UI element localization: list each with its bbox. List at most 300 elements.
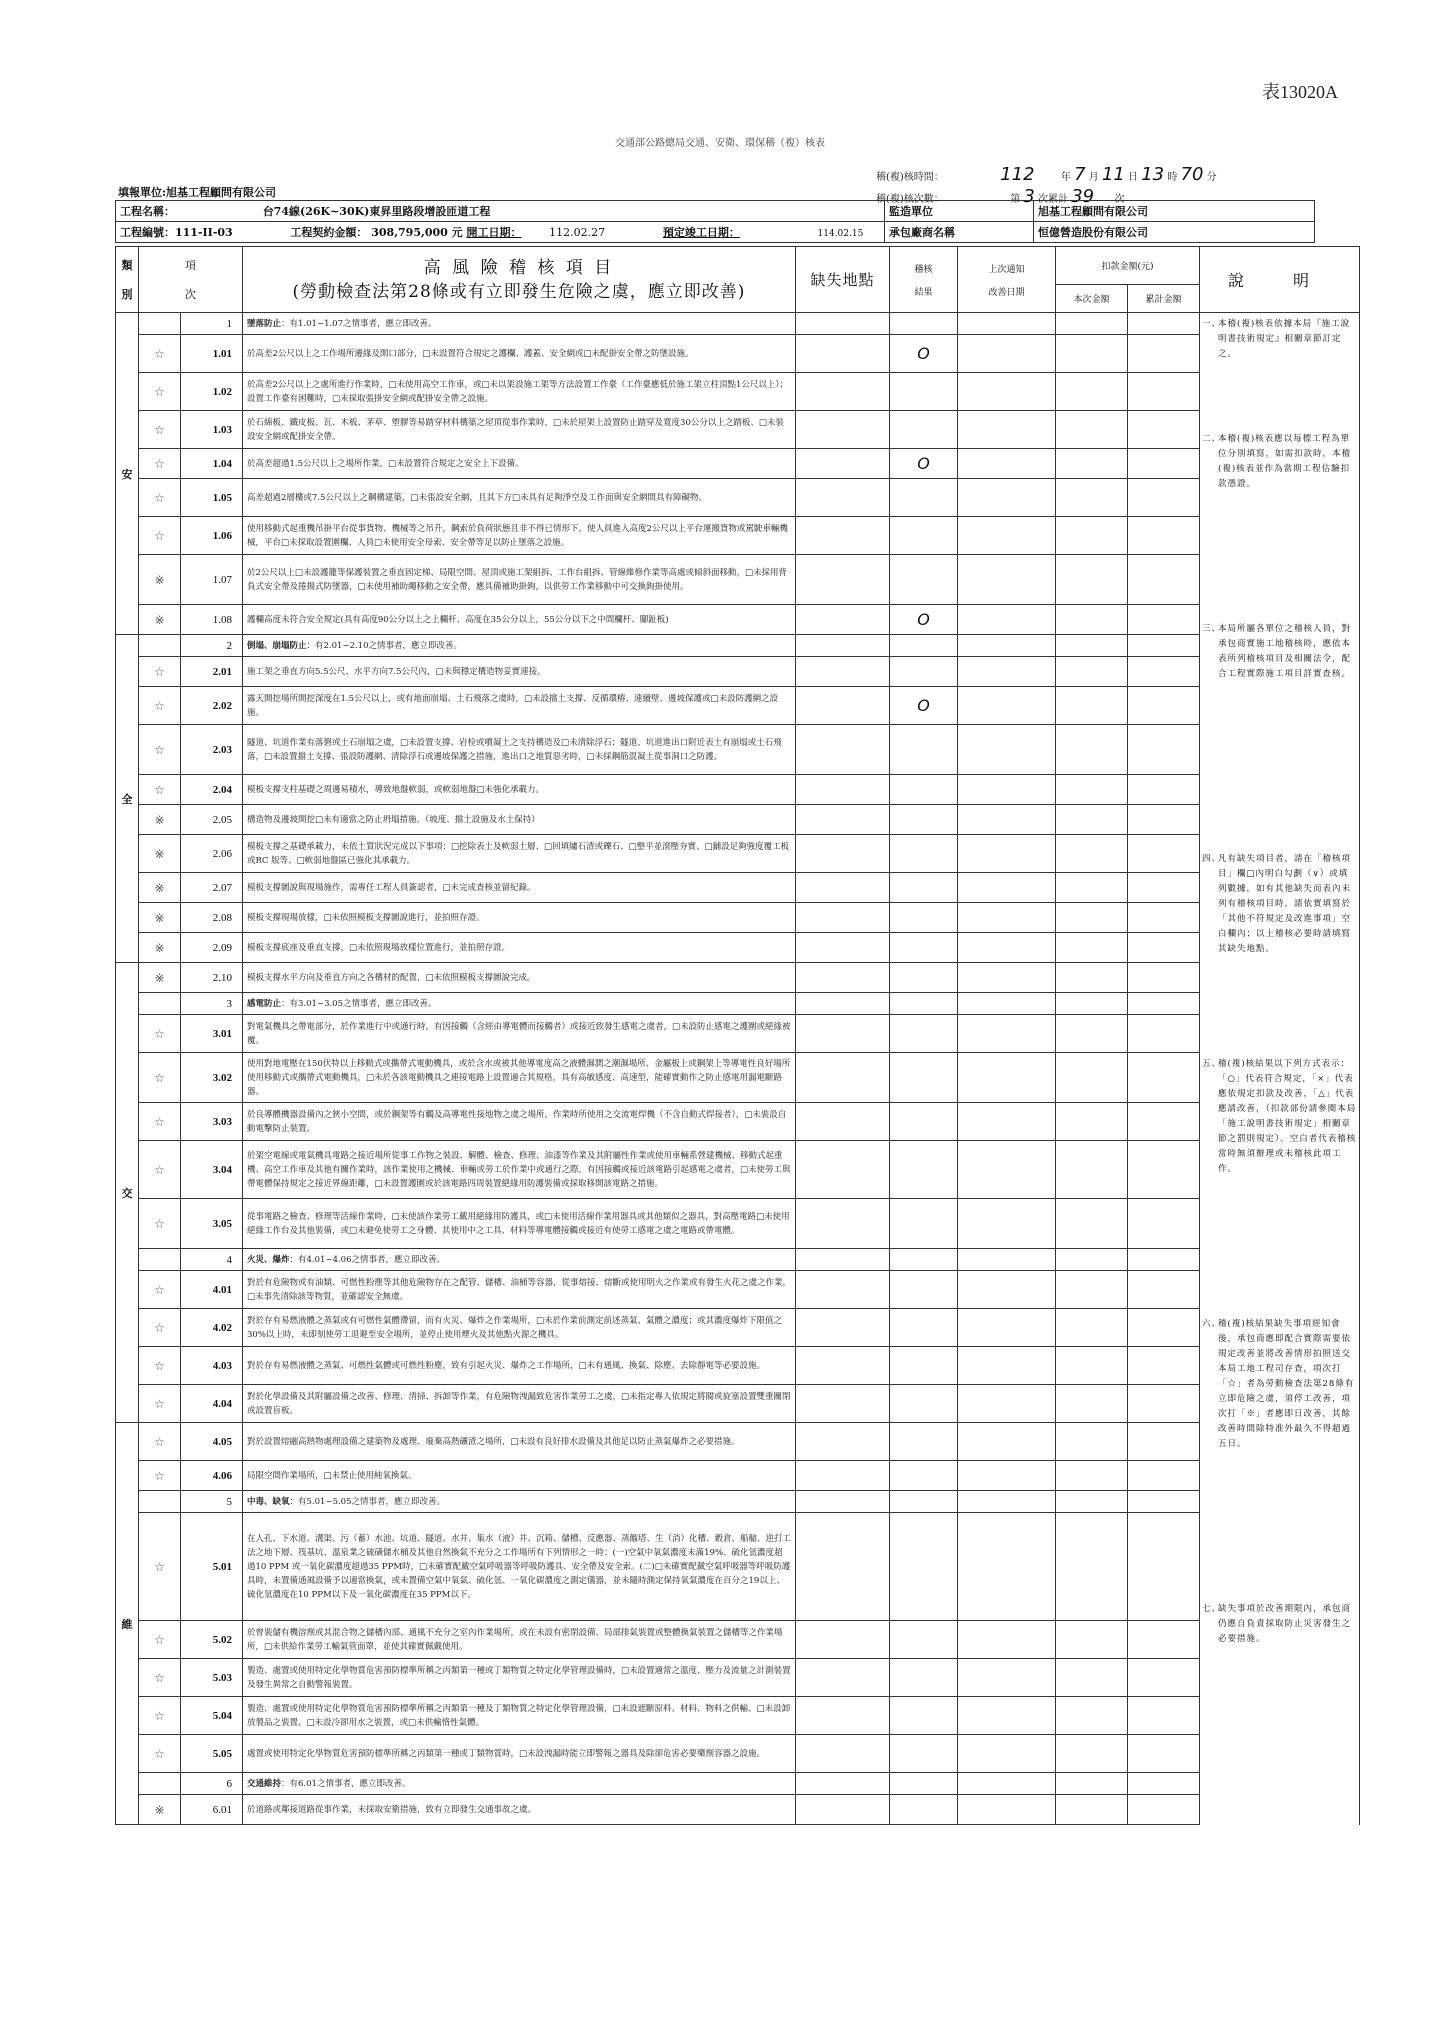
defect-location-field[interactable] — [796, 1271, 890, 1309]
this-amount-field[interactable] — [1056, 1103, 1128, 1141]
defect-location-field[interactable] — [796, 1735, 890, 1773]
this-amount-field[interactable] — [1056, 1309, 1128, 1347]
star-icon: ☆ — [139, 1271, 181, 1309]
header-location: 缺失地點 — [796, 247, 890, 313]
this-amount-field[interactable] — [1056, 1621, 1128, 1659]
defect-location-field[interactable] — [796, 635, 890, 657]
this-amount-field[interactable] — [1056, 1461, 1128, 1491]
this-amount-field[interactable] — [1056, 805, 1128, 835]
cum-amount-field[interactable] — [1128, 805, 1200, 835]
prev-notice-date-field[interactable] — [958, 657, 1056, 687]
inspection-result-field[interactable] — [890, 555, 958, 605]
this-amount-field[interactable] — [1056, 479, 1128, 517]
item-text: 對於有危險物或有油類、可燃性粉塵等其他危險物存在之配管、儲槽、油桶等容器，從事熔接、熔斷或使用明火之作業或有發生火花之虞之作業，□未事先清除該等物質，並確認安全無虞。 — [247, 1277, 792, 1302]
contract-label: 工程契約金額： — [290, 226, 368, 239]
defect-location-field[interactable] — [796, 1053, 890, 1103]
this-amount-field[interactable] — [1056, 1199, 1128, 1249]
prev-notice-date-field[interactable] — [958, 1491, 1056, 1513]
prev-notice-date-field[interactable] — [958, 1015, 1056, 1053]
mark-cell — [139, 1249, 181, 1271]
cum-amount-field[interactable] — [1128, 1513, 1200, 1621]
inspection-items-table — [115, 246, 1360, 1825]
defect-location-field[interactable] — [796, 1659, 890, 1697]
inspection-result-field[interactable] — [890, 1103, 958, 1141]
prev-notice-date-field[interactable] — [958, 1621, 1056, 1659]
defect-location-field[interactable] — [796, 1621, 890, 1659]
this-amount-field[interactable] — [1056, 775, 1128, 805]
defect-location-field[interactable] — [796, 313, 890, 335]
count-suffix: 次 — [1114, 194, 1125, 205]
cum-amount-field[interactable] — [1128, 725, 1200, 775]
defect-location-field[interactable] — [796, 963, 890, 993]
defect-location-field[interactable] — [796, 411, 890, 449]
star-icon: ☆ — [139, 449, 181, 479]
inspection-result-field[interactable] — [890, 449, 958, 479]
defect-location-field[interactable] — [796, 725, 890, 775]
cum-amount-field[interactable] — [1128, 1621, 1200, 1659]
inspection-result-field[interactable] — [890, 933, 958, 963]
contractor-label: 承包廠商名稱 — [885, 222, 1034, 243]
prev-notice-date-field[interactable] — [958, 411, 1056, 449]
defect-location-field[interactable] — [796, 1141, 890, 1199]
prev-notice-date-field[interactable] — [958, 1735, 1056, 1773]
table-row — [116, 903, 1360, 933]
cum-amount-field[interactable] — [1128, 605, 1200, 635]
item-text: ：有5.01~5.05之情事者，應立即改善。 — [289, 1496, 445, 1507]
table-row — [116, 933, 1360, 963]
item-text: 於曾裝儲有機溶劑或其混合物之儲槽內部、通風不充分之室內作業場所，或在未設有密閉設備、局部排氣裝置或整體換氣裝置之儲槽等之作業場所，□未供給作業勞工輸氣管面罩，並使其確實佩戴使用。 — [247, 1627, 783, 1652]
table-row — [116, 479, 1360, 517]
defect-location-field[interactable] — [796, 1513, 890, 1621]
inspection-result-field[interactable] — [890, 1249, 958, 1271]
item-text: 模板支撐之基礎承載力，未依土質狀況完成以下事項：□挖除表土及軟弱土層、□回填爐石渣或礫石、□整平並滾壓夯實、□鋪設足夠強度覆工板或RC 版等、□軟弱地盤區已強化其承載力。 — [247, 841, 790, 866]
table-row — [116, 1697, 1360, 1735]
defect-location-field[interactable] — [796, 1385, 890, 1423]
inspection-result-field[interactable] — [890, 1199, 958, 1249]
this-amount-field[interactable] — [1056, 903, 1128, 933]
prev-notice-date-field[interactable] — [958, 635, 1056, 657]
item-description — [243, 1491, 796, 1513]
prev-notice-date-field[interactable] — [958, 775, 1056, 805]
cum-amount-field[interactable] — [1128, 1199, 1200, 1249]
defect-location-field[interactable] — [796, 805, 890, 835]
defect-location-field[interactable] — [796, 555, 890, 605]
note-item — [1202, 852, 1357, 957]
this-amount-field[interactable] — [1056, 1141, 1128, 1199]
prev-notice-date-field[interactable] — [958, 1141, 1056, 1199]
header-title — [243, 247, 796, 313]
inspection-year: 112 — [1000, 164, 1035, 185]
inspection-result-field[interactable] — [890, 1141, 958, 1199]
this-amount-field[interactable] — [1056, 635, 1128, 657]
inspection-total-count: 39 — [1071, 186, 1095, 207]
star-icon: ☆ — [139, 411, 181, 449]
prev-notice-date-field[interactable] — [958, 805, 1056, 835]
this-amount-field[interactable] — [1056, 449, 1128, 479]
prev-notice-date-field[interactable] — [958, 373, 1056, 411]
defect-location-field[interactable] — [796, 1423, 890, 1461]
cum-amount-field[interactable] — [1128, 775, 1200, 805]
this-amount-field[interactable] — [1056, 1271, 1128, 1309]
cum-amount-field[interactable] — [1128, 1491, 1200, 1513]
cum-amount-field[interactable] — [1128, 993, 1200, 1015]
inspection-day: 11 — [1101, 164, 1125, 185]
defect-location-field[interactable] — [796, 835, 890, 873]
result-mark: O — [917, 696, 930, 715]
cum-amount-field[interactable] — [1128, 373, 1200, 411]
minute-unit: 分 — [1206, 172, 1217, 183]
this-amount-field[interactable] — [1056, 555, 1128, 605]
prev-notice-date-field[interactable] — [958, 993, 1056, 1015]
defect-location-field[interactable] — [796, 605, 890, 635]
this-amount-field[interactable] — [1056, 963, 1128, 993]
this-amount-field[interactable] — [1056, 835, 1128, 873]
notes-column — [1200, 313, 1360, 1825]
item-description — [243, 657, 796, 687]
project-name-cell — [116, 201, 885, 222]
this-amount-field[interactable] — [1056, 1697, 1128, 1735]
cum-amount-field[interactable] — [1128, 479, 1200, 517]
this-amount-field[interactable] — [1056, 657, 1128, 687]
prev-notice-date-field[interactable] — [958, 1423, 1056, 1461]
defect-location-field[interactable] — [796, 687, 890, 725]
inspection-result-field[interactable] — [890, 479, 958, 517]
cum-amount-field[interactable] — [1128, 313, 1200, 335]
inspection-result-field[interactable] — [890, 373, 958, 411]
inspection-result-field[interactable] — [890, 687, 958, 725]
inspection-hour: 13 — [1141, 164, 1165, 185]
item-text: 處置或使用特定化學物質危害預防標準所稱之丙類第一種或丁類物質時，□未設洩漏時能立即警報之器具及除卻危害必要藥劑容器之設施。 — [247, 1748, 766, 1759]
item-description — [243, 479, 796, 517]
count-mid: 次累計 — [1038, 194, 1069, 205]
prev-notice-date-field[interactable] — [958, 479, 1056, 517]
inspection-result-field[interactable] — [890, 1659, 958, 1697]
cum-amount-field[interactable] — [1128, 835, 1200, 873]
inspection-result-field[interactable] — [890, 873, 958, 903]
this-amount-field[interactable] — [1056, 993, 1128, 1015]
table-row — [116, 449, 1360, 479]
prev-notice-date-field[interactable] — [958, 1697, 1056, 1735]
defect-location-field[interactable] — [796, 449, 890, 479]
category-label: 安 — [116, 313, 139, 635]
item-number: 1.08 — [181, 605, 243, 635]
item-description — [243, 1795, 796, 1825]
cum-amount-field[interactable] — [1128, 687, 1200, 725]
cum-amount-field[interactable] — [1128, 449, 1200, 479]
star-icon: ☆ — [139, 373, 181, 411]
cum-amount-field[interactable] — [1128, 873, 1200, 903]
inspection-result-field[interactable] — [890, 635, 958, 657]
note-item — [1202, 432, 1357, 492]
prev-notice-date-field[interactable] — [958, 1053, 1056, 1103]
item-text: 使用移動式起重機吊掛平台從事貨物、機械等之吊升，鋼索於負荷狀態且非不得已情形下，使人員進入高度2公尺以上平台運搬貨物或駕駛車輛機械，平台□未採取設置圍欄、人員□未使用安全母索、安全帶等足以防止墜落之設施。 — [247, 523, 788, 548]
defect-location-field[interactable] — [796, 479, 890, 517]
inspection-result-field[interactable] — [890, 517, 958, 555]
this-amount-field[interactable] — [1056, 1249, 1128, 1271]
defect-location-field[interactable] — [796, 1697, 890, 1735]
item-text: 於良導體機器設備內之狹小空間，或於鋼架等有觸及高導電性接地物之虞之場所，作業時所使用之交流電焊機（不含自動式焊接者），□未裝設自動電擊防止裝置。 — [247, 1109, 787, 1134]
item-text: 模板支撐現場放樣，□未依照模板支撐圖說進行，並拍照存證。 — [247, 912, 485, 923]
inspection-result-field[interactable] — [890, 1513, 958, 1621]
prev-notice-date-field[interactable] — [958, 835, 1056, 873]
inspection-result-field[interactable] — [890, 313, 958, 335]
this-amount-field[interactable] — [1056, 1659, 1128, 1697]
document-title: 交通部公路總局交通、安衛、環保稽（複）核表 — [615, 138, 825, 149]
star-icon: ☆ — [139, 1015, 181, 1053]
defect-location-field[interactable] — [796, 933, 890, 963]
start-date: 112.02.27 — [549, 226, 606, 239]
prev-notice-date-field[interactable] — [958, 605, 1056, 635]
inspection-result-field[interactable] — [890, 1423, 958, 1461]
cum-amount-field[interactable] — [1128, 517, 1200, 555]
cum-amount-field[interactable] — [1128, 1309, 1200, 1347]
prev-notice-date-field[interactable] — [958, 1461, 1056, 1491]
this-amount-field[interactable] — [1056, 313, 1128, 335]
item-text: 模板支撐支柱基礎之周邊易積水，導致地盤軟弱，或軟弱地盤□未強化承載力。 — [247, 784, 545, 795]
cum-amount-field[interactable] — [1128, 1249, 1200, 1271]
defect-location-field[interactable] — [796, 1347, 890, 1385]
prev-notice-date-field[interactable] — [958, 1513, 1056, 1621]
defect-location-field[interactable] — [796, 373, 890, 411]
item-description — [243, 335, 796, 373]
star-icon: ☆ — [139, 1347, 181, 1385]
this-amount-field[interactable] — [1056, 1735, 1128, 1773]
this-amount-field[interactable] — [1056, 1773, 1128, 1795]
inspection-result-field[interactable] — [890, 1053, 958, 1103]
this-amount-field[interactable] — [1056, 687, 1128, 725]
item-text: 對於化學設備及其附屬設備之改善、修理、清掃、拆卸等作業，有危險物洩漏致危害作業勞工之虞，□未指定專人依規定將閥或旋塞設置雙重關閉或設置盲板。 — [247, 1391, 791, 1416]
cum-amount-field[interactable] — [1128, 635, 1200, 657]
note-text: 凡有缺失項目者，請在「稽核項目」欄□內明白勾劃（∨）或填列數據，如有其他缺失而表內未列有稽核項目時，請依實填寫於「其他不符規定及改進事項」空白欄內；以上稽核必要時請填寫其缺失地點。 — [1218, 854, 1352, 954]
defect-location-field[interactable] — [796, 1309, 890, 1347]
item-number: 4.02 — [181, 1309, 243, 1347]
item-number: 1.05 — [181, 479, 243, 517]
this-amount-field[interactable] — [1056, 1423, 1128, 1461]
defect-location-field[interactable] — [796, 873, 890, 903]
prev-notice-date-field[interactable] — [958, 933, 1056, 963]
this-amount-field[interactable] — [1056, 933, 1128, 963]
this-amount-field[interactable] — [1056, 1347, 1128, 1385]
cum-amount-field[interactable] — [1128, 1461, 1200, 1491]
this-amount-field[interactable] — [1056, 373, 1128, 411]
item-text: 局限空間作業場所，□未禁止使用純氧換氣。 — [247, 1470, 417, 1481]
this-amount-field[interactable] — [1056, 1015, 1128, 1053]
day-unit: 日 — [1128, 172, 1139, 183]
item-number: 3.04 — [181, 1141, 243, 1199]
year-unit: 年 — [1060, 172, 1071, 183]
mark-cell — [139, 1773, 181, 1795]
prev-notice-date-field[interactable] — [958, 963, 1056, 993]
prev-notice-date-field[interactable] — [958, 725, 1056, 775]
item-text: 模板支撐底座及垂直支撐，□未依照現場放樣位置進行，並拍照存證。 — [247, 942, 511, 953]
reference-mark-icon: ※ — [139, 835, 181, 873]
cum-amount-field[interactable] — [1128, 1385, 1200, 1423]
this-amount-field[interactable] — [1056, 411, 1128, 449]
table-row — [116, 963, 1360, 993]
item-description — [243, 313, 796, 335]
this-amount-field[interactable] — [1056, 1491, 1128, 1513]
cum-amount-field[interactable] — [1128, 1347, 1200, 1385]
inspection-result-field[interactable] — [890, 903, 958, 933]
star-icon: ☆ — [139, 657, 181, 687]
section-title: 感電防止 — [247, 998, 282, 1009]
prev-notice-date-field[interactable] — [958, 1795, 1056, 1825]
table-row — [116, 1735, 1360, 1773]
category-label: 交 — [116, 963, 139, 1423]
defect-location-field[interactable] — [796, 1461, 890, 1491]
inspection-result-field[interactable] — [890, 1773, 958, 1795]
item-text: 於高差超過1.5公尺以上之場所作業，□未設置符合規定之安全上下設備。 — [247, 458, 524, 469]
item-number: 5.02 — [181, 1621, 243, 1659]
inspection-result-field[interactable] — [890, 1015, 958, 1053]
cum-amount-field[interactable] — [1128, 1735, 1200, 1773]
inspection-result-field[interactable] — [890, 775, 958, 805]
inspection-result-field[interactable] — [890, 1271, 958, 1309]
inspection-result-field[interactable] — [890, 1735, 958, 1773]
item-text: 於道路或鄰接道路從事作業，未採取安衛措施，致有立即發生交通事故之虞。 — [247, 1804, 537, 1815]
table-row — [116, 335, 1360, 373]
inspection-result-field[interactable] — [890, 835, 958, 873]
prev-notice-date-field[interactable] — [958, 1103, 1056, 1141]
table-row — [116, 1621, 1360, 1659]
cum-amount-field[interactable] — [1128, 933, 1200, 963]
defect-location-field[interactable] — [796, 335, 890, 373]
star-icon: ☆ — [139, 1309, 181, 1347]
item-number: 2.09 — [181, 933, 243, 963]
this-amount-field[interactable] — [1056, 725, 1128, 775]
this-amount-field[interactable] — [1056, 1795, 1128, 1825]
star-icon: ☆ — [139, 725, 181, 775]
inspection-result-field[interactable] — [890, 605, 958, 635]
inspection-result-field[interactable] — [890, 963, 958, 993]
inspection-result-field[interactable] — [890, 1385, 958, 1423]
this-amount-field[interactable] — [1056, 335, 1128, 373]
table-row — [116, 555, 1360, 605]
item-description — [243, 1103, 796, 1141]
this-amount-field[interactable] — [1056, 1513, 1128, 1621]
prev-notice-date-field[interactable] — [958, 1773, 1056, 1795]
defect-location-field[interactable] — [796, 657, 890, 687]
inspection-result-field[interactable] — [890, 993, 958, 1015]
project-name-label: 工程名稱： — [120, 205, 175, 218]
defect-location-field[interactable] — [796, 1249, 890, 1271]
inspection-result-field[interactable] — [890, 335, 958, 373]
prev-notice-date-field[interactable] — [958, 313, 1056, 335]
section-row — [116, 313, 1360, 335]
cum-amount-field[interactable] — [1128, 335, 1200, 373]
defect-location-field[interactable] — [796, 517, 890, 555]
table-row — [116, 1795, 1360, 1825]
inspection-result-field[interactable] — [890, 1795, 958, 1825]
prev-notice-date-field[interactable] — [958, 517, 1056, 555]
inspection-result-field[interactable] — [890, 1697, 958, 1735]
inspection-result-field[interactable] — [890, 657, 958, 687]
project-id-cell — [116, 222, 885, 243]
item-description — [243, 1659, 796, 1697]
inspection-result-field[interactable] — [890, 1309, 958, 1347]
prev-notice-date-field[interactable] — [958, 335, 1056, 373]
inspection-result-field[interactable] — [890, 805, 958, 835]
prev-notice-date-field[interactable] — [958, 555, 1056, 605]
inspection-result-field[interactable] — [890, 1461, 958, 1491]
prev-notice-date-field[interactable] — [958, 903, 1056, 933]
defect-location-field[interactable] — [796, 993, 890, 1015]
table-row — [116, 1015, 1360, 1053]
item-description — [243, 835, 796, 873]
star-icon: ☆ — [139, 1697, 181, 1735]
prev-notice-date-field[interactable] — [958, 1199, 1056, 1249]
inspection-result-field[interactable] — [890, 1347, 958, 1385]
prev-notice-date-field[interactable] — [958, 1659, 1056, 1697]
this-amount-field[interactable] — [1056, 1385, 1128, 1423]
item-description — [243, 687, 796, 725]
note-item — [1202, 317, 1357, 362]
defect-location-field[interactable] — [796, 903, 890, 933]
star-icon: ☆ — [139, 1141, 181, 1199]
prev-notice-date-field[interactable] — [958, 1271, 1056, 1309]
cum-amount-field[interactable] — [1128, 1053, 1200, 1103]
inspection-result-field[interactable] — [890, 411, 958, 449]
cum-amount-field[interactable] — [1128, 1271, 1200, 1309]
prev-notice-date-field[interactable] — [958, 1249, 1056, 1271]
defect-location-field[interactable] — [796, 1773, 890, 1795]
star-icon: ☆ — [139, 775, 181, 805]
defect-location-field[interactable] — [796, 1015, 890, 1053]
this-amount-field[interactable] — [1056, 873, 1128, 903]
reference-mark-icon: ※ — [139, 933, 181, 963]
this-amount-field[interactable] — [1056, 1053, 1128, 1103]
cum-amount-field[interactable] — [1128, 555, 1200, 605]
cum-amount-field[interactable] — [1128, 657, 1200, 687]
this-amount-field[interactable] — [1056, 517, 1128, 555]
prev-notice-date-field[interactable] — [958, 1385, 1056, 1423]
defect-location-field[interactable] — [796, 775, 890, 805]
defect-location-field[interactable] — [796, 1795, 890, 1825]
cum-amount-field[interactable] — [1128, 1423, 1200, 1461]
this-amount-field[interactable] — [1056, 605, 1128, 635]
section-row — [116, 1491, 1360, 1513]
table-row — [116, 687, 1360, 725]
cum-amount-field[interactable] — [1128, 1141, 1200, 1199]
note-number: 一、 — [1202, 319, 1222, 329]
inspection-result-field[interactable] — [890, 1621, 958, 1659]
cum-amount-field[interactable] — [1128, 1015, 1200, 1053]
defect-location-field[interactable] — [796, 1103, 890, 1141]
cum-amount-field[interactable] — [1128, 1773, 1200, 1795]
cum-amount-field[interactable] — [1128, 1697, 1200, 1735]
cum-amount-field[interactable] — [1128, 411, 1200, 449]
defect-location-field[interactable] — [796, 1491, 890, 1513]
prev-notice-date-field[interactable] — [958, 873, 1056, 903]
cum-amount-field[interactable] — [1128, 1795, 1200, 1825]
header-title-main: 高 風 險 稽 核 項 目 — [423, 257, 615, 278]
prev-notice-date-field[interactable] — [958, 449, 1056, 479]
defect-location-field[interactable] — [796, 1199, 890, 1249]
inspection-result-field[interactable] — [890, 725, 958, 775]
inspection-result-field[interactable] — [890, 1491, 958, 1513]
prev-notice-date-field[interactable] — [958, 1309, 1056, 1347]
cum-amount-field[interactable] — [1128, 903, 1200, 933]
reference-mark-icon: ※ — [139, 1795, 181, 1825]
cum-amount-field[interactable] — [1128, 1103, 1200, 1141]
prev-notice-date-field[interactable] — [958, 1347, 1056, 1385]
item-number: 2.04 — [181, 775, 243, 805]
item-number: 5.04 — [181, 1697, 243, 1735]
cum-amount-field[interactable] — [1128, 1659, 1200, 1697]
cum-amount-field[interactable] — [1128, 963, 1200, 993]
table-row — [116, 1103, 1360, 1141]
prev-notice-date-field[interactable] — [958, 687, 1056, 725]
